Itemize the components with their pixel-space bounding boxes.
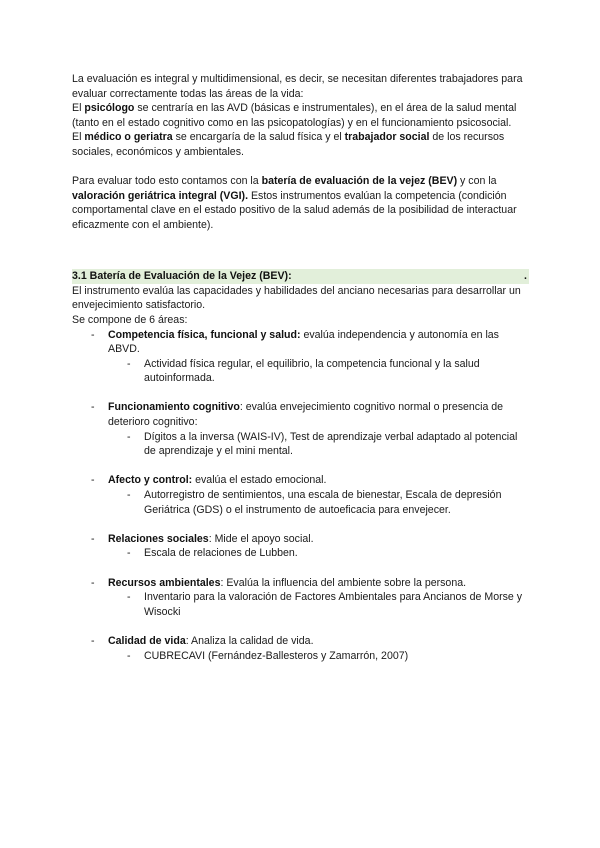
area-subitem-text: Dígitos a la inversa (WAIS-IV), Test de aprendizaje verbal adaptado al potencial de aprendizaje y el mini mental. [144,430,518,458]
area-title: Calidad de vida [108,634,186,647]
spacer [72,459,529,474]
intro-paragraph-medico [72,130,529,159]
area-subitem [72,357,529,386]
bullet-dash: - [127,591,131,604]
area-item [72,328,529,401]
area-subitem [72,488,529,517]
bullet-dash: - [127,649,131,662]
text-run: Estos instrumentos evalúan la competencia (condición comportamental clave en el estado positivo de la salud además de la posibilidad de interactuar eficazmente con el ambiente). [72,189,517,231]
bold-vgi: valoración geriátrica integral (VGI). [72,189,249,202]
area-subitem-text: Escala de relaciones de Lubben. [144,547,298,560]
bullet-dash: - [91,474,95,487]
section-heading-end: . [524,270,527,283]
bullet-dash: - [91,576,95,589]
spacer [72,619,529,634]
area-line [72,400,529,429]
area-description: : Analiza la calidad de vida. [185,634,314,647]
bullet-dash: - [91,401,95,414]
text-run: se encargaría de la salud física y el [172,131,345,144]
area-subitem [72,430,529,459]
area-title: Competencia física, funcional y salud: [108,328,301,341]
bold-psicologo: psicólogo [84,102,135,115]
bullet-dash: - [127,547,131,560]
area-subitem [72,590,529,619]
area-title: Recursos ambientales [108,576,221,589]
section-description: El instrumento evalúa las capacidades y habilidades del anciano necesarias para desarrollar un envejecimiento satisfactorio. [72,284,521,312]
text-run: se centraría en las AVD (básicas e instrumentales), en el área de la salud mental (tanto en el estado cognitivo como en las psicopatologías) y en el funcionamiento psicosocial. [72,102,517,129]
areas-list [72,328,529,678]
area-subitem [72,546,529,561]
area-subitem-text: CUBRECAVI (Fernández-Ballesteros y Zamarrón, 2007) [144,649,409,662]
intro-paragraph-psicologo [72,101,529,130]
area-line [72,532,529,547]
bullet-dash: - [91,532,95,545]
area-item [72,400,529,473]
spacer [72,233,529,255]
area-title: Afecto y control: [108,474,193,487]
area-item [72,473,529,531]
text-run: El [72,131,85,144]
text-run: y con la [457,175,497,188]
bullet-dash: - [91,634,95,647]
spacer [72,561,529,576]
bold-medico: médico o geriatra [84,131,173,144]
area-line [72,634,529,649]
spacer [72,663,529,678]
area-item [72,634,529,678]
area-subitem [72,649,529,664]
area-line [72,576,529,591]
area-title: Relaciones sociales [108,532,209,545]
document-page [72,72,529,678]
area-item [72,576,529,634]
area-subitem-text: Actividad física regular, el equilibrio, la competencia funcional y la salud autoinformada. [144,357,480,385]
bullet-dash: - [127,489,131,502]
bullet-dash: - [127,357,131,370]
spacer [72,517,529,532]
section-heading-text: 3.1 Batería de Evaluación de la Vejez (BEV): [72,270,292,283]
area-subitem-text: Autorregistro de sentimientos, una escala de bienestar, Escala de depresión Geriátrica (GDS) o el instrumento de autoeficacia para envejecer. [144,489,502,516]
spacer [72,160,529,175]
spacer [72,255,529,270]
bold-trabajador-social: trabajador social [344,131,430,144]
section-heading [72,269,529,284]
area-description: : Evalúa la influencia del ambiente sobre la persona. [220,576,467,589]
area-subitem-text: Inventario para la valoración de Factores Ambientales para Ancianos de Morse y Wisocki [144,591,523,618]
area-description: : Mide el apoyo social. [208,532,314,545]
area-item [72,532,529,576]
area-description: evalúa independencia y autonomía en las ABVD. [108,328,499,356]
spacer [72,386,529,401]
area-description: evalúa el estado emocional. [192,474,327,487]
area-title: Funcionamiento cognitivo [108,401,240,414]
area-line [72,473,529,488]
intro-paragraph-1: La evaluación es integral y multidimensional, es decir, se necesitan diferentes trabajadores para evaluar correctamente todas las áreas de la vida: [72,73,523,100]
area-line [72,328,529,357]
section-compose: Se compone de 6 áreas: [72,313,188,326]
text-run: de los recursos sociales, económicos y ambientales. [72,131,505,158]
bullet-dash: - [91,328,95,341]
area-description: : evalúa envejecimiento cognitivo normal o presencia de deterioro cognitivo: [108,401,504,429]
evaluation-paragraph [72,174,529,232]
text-run: El [72,102,85,115]
bold-bev: batería de evaluación de la vejez (BEV) [261,175,458,188]
bullet-dash: - [127,430,131,443]
text-run: Para evaluar todo esto contamos con la [72,175,262,188]
